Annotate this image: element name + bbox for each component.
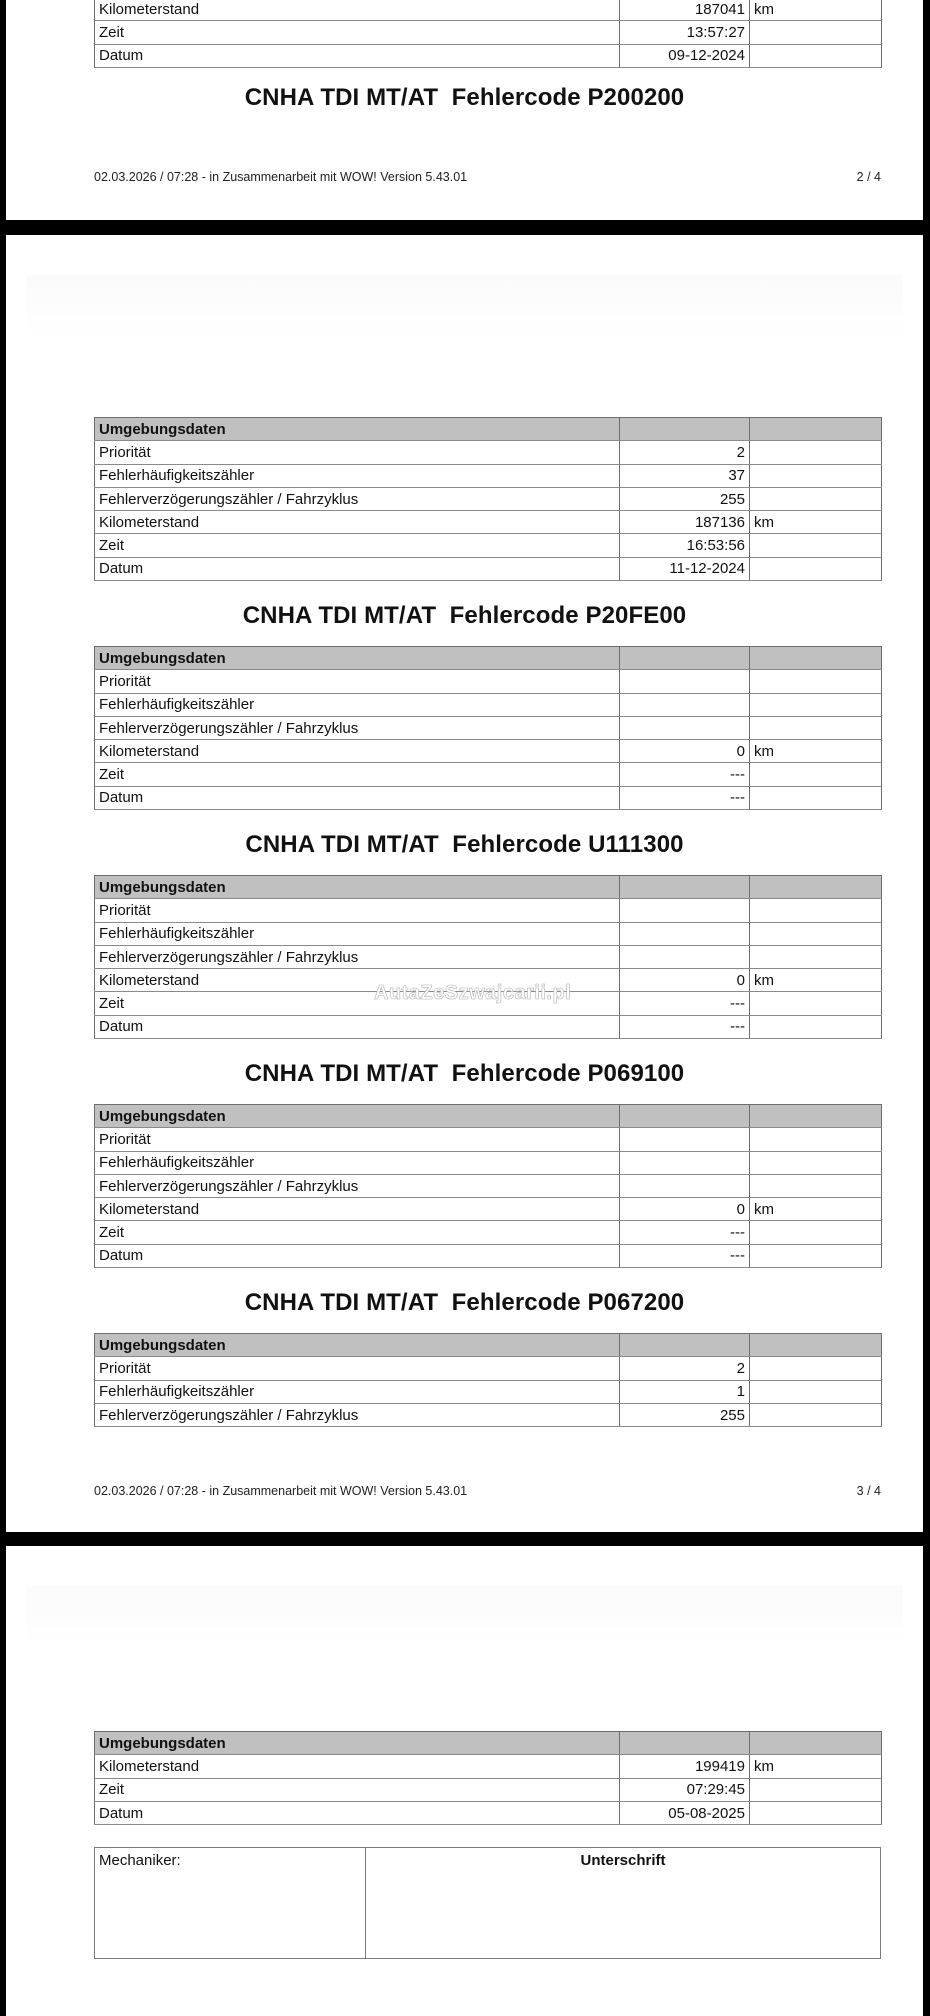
- row-label: Kilometerstand: [95, 740, 620, 763]
- header-empty: [750, 1334, 882, 1357]
- fault-code-title: CNHA TDI MT/AT Fehlercode P069100: [244, 1060, 685, 1087]
- table-row: [95, 1357, 882, 1380]
- env-data-table: [94, 1731, 882, 1825]
- row-value: ---: [620, 1015, 750, 1038]
- row-value: 255: [620, 487, 750, 510]
- table-row: [95, 1015, 882, 1038]
- row-unit: [750, 21, 882, 44]
- table-row: [95, 693, 882, 716]
- signature-row: [95, 1848, 881, 1959]
- row-value: 187136: [620, 511, 750, 534]
- row-label: Zeit: [95, 1221, 620, 1244]
- header-label: Umgebungsdaten: [95, 1105, 620, 1128]
- row-label: Kilometerstand: [95, 969, 620, 992]
- page-header-ghost: [26, 275, 903, 335]
- row-value: ---: [620, 763, 750, 786]
- page-footer: [94, 170, 881, 184]
- fault-code-title: CNHA TDI MT/AT Fehlercode P20FE00: [242, 602, 687, 629]
- footer-text: 02.03.2026 / 07:28 - in Zusammenarbeit mit WOW! Version 5.43.01: [94, 170, 468, 184]
- table-header-row: [95, 1105, 882, 1128]
- row-label: Priorität: [95, 670, 620, 693]
- page-footer: [94, 1484, 881, 1498]
- row-unit: [750, 693, 882, 716]
- header-label: Umgebungsdaten: [95, 647, 620, 670]
- row-value: 05-08-2025: [620, 1801, 750, 1824]
- row-value: 16:53:56: [620, 534, 750, 557]
- row-unit: [750, 899, 882, 922]
- table-header-row: [95, 876, 882, 899]
- row-label: Fehlerhäufigkeitszähler: [95, 464, 620, 487]
- table-row: [95, 1403, 882, 1426]
- table-header-row: [95, 418, 882, 441]
- env-data-table: [94, 417, 882, 581]
- header-empty: [620, 418, 750, 441]
- row-value: [620, 1174, 750, 1197]
- document-page-3: [6, 235, 923, 1532]
- header-empty: [620, 876, 750, 899]
- row-label: Datum: [95, 1015, 620, 1038]
- table-row: [95, 922, 882, 945]
- row-unit: [750, 716, 882, 739]
- row-label: Fehlerhäufigkeitszähler: [95, 693, 620, 716]
- row-label: Fehlerhäufigkeitszähler: [95, 922, 620, 945]
- row-label: Fehlerhäufigkeitszähler: [95, 1380, 620, 1403]
- row-unit: [750, 1174, 882, 1197]
- table-row: [95, 1755, 882, 1778]
- table-row: [95, 1151, 882, 1174]
- row-value: 0: [620, 969, 750, 992]
- table-row: [95, 899, 882, 922]
- row-label: Priorität: [95, 1128, 620, 1151]
- row-label: Fehlerverzögerungszähler / Fahrzyklus: [95, 1403, 620, 1426]
- row-value: 37: [620, 464, 750, 487]
- row-value: [620, 1151, 750, 1174]
- env-data-table: [94, 646, 882, 810]
- row-value: ---: [620, 786, 750, 809]
- env-data-table-partial: [94, 0, 882, 68]
- row-value: 2: [620, 1357, 750, 1380]
- row-label: Kilometerstand: [95, 0, 620, 21]
- row-label: Zeit: [95, 763, 620, 786]
- header-label: Umgebungsdaten: [95, 876, 620, 899]
- row-value: 255: [620, 1403, 750, 1426]
- header-empty: [620, 1732, 750, 1755]
- row-unit: [750, 534, 882, 557]
- table-body: [95, 1732, 882, 1825]
- table-row: [95, 44, 882, 67]
- header-label: Umgebungsdaten: [95, 1334, 620, 1357]
- row-unit: [750, 1403, 882, 1426]
- row-value: [620, 716, 750, 739]
- table-row: [95, 21, 882, 44]
- row-label: Priorität: [95, 441, 620, 464]
- table-row: [95, 1244, 882, 1267]
- table-row: [95, 487, 882, 510]
- row-label: Priorität: [95, 1357, 620, 1380]
- row-unit: km: [750, 1755, 882, 1778]
- row-value: ---: [620, 1244, 750, 1267]
- row-unit: [750, 1380, 882, 1403]
- row-value: 13:57:27: [620, 21, 750, 44]
- row-label: Priorität: [95, 899, 620, 922]
- row-label: Datum: [95, 786, 620, 809]
- row-unit: km: [750, 1198, 882, 1221]
- row-value: 07:29:45: [620, 1778, 750, 1801]
- row-value: 2: [620, 441, 750, 464]
- row-unit: km: [750, 0, 882, 21]
- row-value: 11-12-2024: [620, 557, 750, 580]
- header-empty: [750, 1105, 882, 1128]
- table-row: [95, 1801, 882, 1824]
- row-label: Fehlerverzögerungszähler / Fahrzyklus: [95, 1174, 620, 1197]
- row-label: Fehlerhäufigkeitszähler: [95, 1151, 620, 1174]
- page-header-ghost: [26, 1586, 903, 1646]
- row-label: Datum: [95, 44, 620, 67]
- row-value: 199419: [620, 1755, 750, 1778]
- row-unit: km: [750, 740, 882, 763]
- table-row: [95, 534, 882, 557]
- table-body: [95, 418, 882, 581]
- watermark: AutaZeSzwajcarii.pl: [374, 982, 572, 1004]
- table-body: [95, 1105, 882, 1268]
- row-value: ---: [620, 992, 750, 1015]
- document-page-2: [6, 0, 923, 220]
- table-header-row: [95, 1732, 882, 1755]
- row-label: Fehlerverzögerungszähler / Fahrzyklus: [95, 945, 620, 968]
- row-unit: [750, 44, 882, 67]
- row-label: Zeit: [95, 1778, 620, 1801]
- table-row: [95, 740, 882, 763]
- page-number: 3 / 4: [856, 1484, 881, 1498]
- row-value: [620, 945, 750, 968]
- row-unit: [750, 487, 882, 510]
- row-unit: [750, 1778, 882, 1801]
- row-value: 0: [620, 740, 750, 763]
- row-unit: [750, 945, 882, 968]
- table-row: [95, 1174, 882, 1197]
- signature-box: [94, 1847, 881, 1959]
- table-row: [95, 557, 882, 580]
- row-unit: [750, 1801, 882, 1824]
- table-row: [95, 1128, 882, 1151]
- row-unit: km: [750, 969, 882, 992]
- table-row: [95, 441, 882, 464]
- row-value: [620, 899, 750, 922]
- row-label: Kilometerstand: [95, 1755, 620, 1778]
- row-unit: km: [750, 511, 882, 534]
- row-unit: [750, 763, 882, 786]
- table-row: [95, 511, 882, 534]
- table-row: [95, 1198, 882, 1221]
- row-unit: [750, 1015, 882, 1038]
- row-unit: [750, 1244, 882, 1267]
- row-value: 1: [620, 1380, 750, 1403]
- table-row: [95, 1778, 882, 1801]
- row-label: Fehlerverzögerungszähler / Fahrzyklus: [95, 487, 620, 510]
- header-label: Umgebungsdaten: [95, 1732, 620, 1755]
- table-body: [95, 876, 882, 1039]
- row-unit: [750, 992, 882, 1015]
- header-empty: [620, 647, 750, 670]
- row-unit: [750, 1357, 882, 1380]
- fault-code-title: CNHA TDI MT/AT Fehlercode U111300: [245, 831, 684, 858]
- row-label: Kilometerstand: [95, 1198, 620, 1221]
- row-label: Kilometerstand: [95, 511, 620, 534]
- row-label: Datum: [95, 1244, 620, 1267]
- table-row: [95, 464, 882, 487]
- table-body: [95, 647, 882, 810]
- table-row: [95, 945, 882, 968]
- row-unit: [750, 1221, 882, 1244]
- header-empty: [750, 876, 882, 899]
- row-value: 09-12-2024: [620, 44, 750, 67]
- row-unit: [750, 922, 882, 945]
- row-label: Zeit: [95, 534, 620, 557]
- row-label: Fehlerverzögerungszähler / Fahrzyklus: [95, 716, 620, 739]
- row-value: [620, 670, 750, 693]
- header-empty: [620, 1334, 750, 1357]
- env-data-table: [94, 1333, 882, 1427]
- table-body: [95, 1334, 882, 1427]
- row-label: Datum: [95, 557, 620, 580]
- table-row: [95, 716, 882, 739]
- row-value: [620, 1128, 750, 1151]
- table-header-row: [95, 647, 882, 670]
- row-unit: [750, 670, 882, 693]
- row-unit: [750, 441, 882, 464]
- table-row: [95, 763, 882, 786]
- row-value: [620, 693, 750, 716]
- header-empty: [750, 1732, 882, 1755]
- row-label: Zeit: [95, 21, 620, 44]
- header-empty: [750, 418, 882, 441]
- table-body: [95, 0, 882, 67]
- signature-field[interactable]: Unterschrift: [366, 1848, 881, 1959]
- page-number: 2 / 4: [856, 170, 881, 184]
- fault-code-title: CNHA TDI MT/AT Fehlercode P200200: [244, 84, 685, 111]
- env-data-table: [94, 875, 882, 1039]
- row-unit: [750, 557, 882, 580]
- env-data-table: [94, 1104, 882, 1268]
- row-unit: [750, 1151, 882, 1174]
- row-unit: [750, 464, 882, 487]
- header-label: Umgebungsdaten: [95, 418, 620, 441]
- header-empty: [620, 1105, 750, 1128]
- row-value: 0: [620, 1198, 750, 1221]
- fault-code-title: CNHA TDI MT/AT Fehlercode P067200: [244, 1289, 685, 1316]
- row-value: 187041: [620, 0, 750, 21]
- row-value: [620, 922, 750, 945]
- table-row: [95, 670, 882, 693]
- table-row: [95, 1380, 882, 1403]
- row-unit: [750, 1128, 882, 1151]
- table-row: [95, 0, 882, 21]
- table-row: [95, 786, 882, 809]
- document-page-4: [6, 1546, 923, 2016]
- header-empty: [750, 647, 882, 670]
- row-label: Datum: [95, 1801, 620, 1824]
- table-header-row: [95, 1334, 882, 1357]
- row-value: ---: [620, 1221, 750, 1244]
- row-label: Zeit: [95, 992, 620, 1015]
- row-unit: [750, 786, 882, 809]
- mechanic-field[interactable]: Mechaniker:: [95, 1848, 366, 1959]
- footer-text: 02.03.2026 / 07:28 - in Zusammenarbeit mit WOW! Version 5.43.01: [94, 1484, 468, 1498]
- table-row: [95, 1221, 882, 1244]
